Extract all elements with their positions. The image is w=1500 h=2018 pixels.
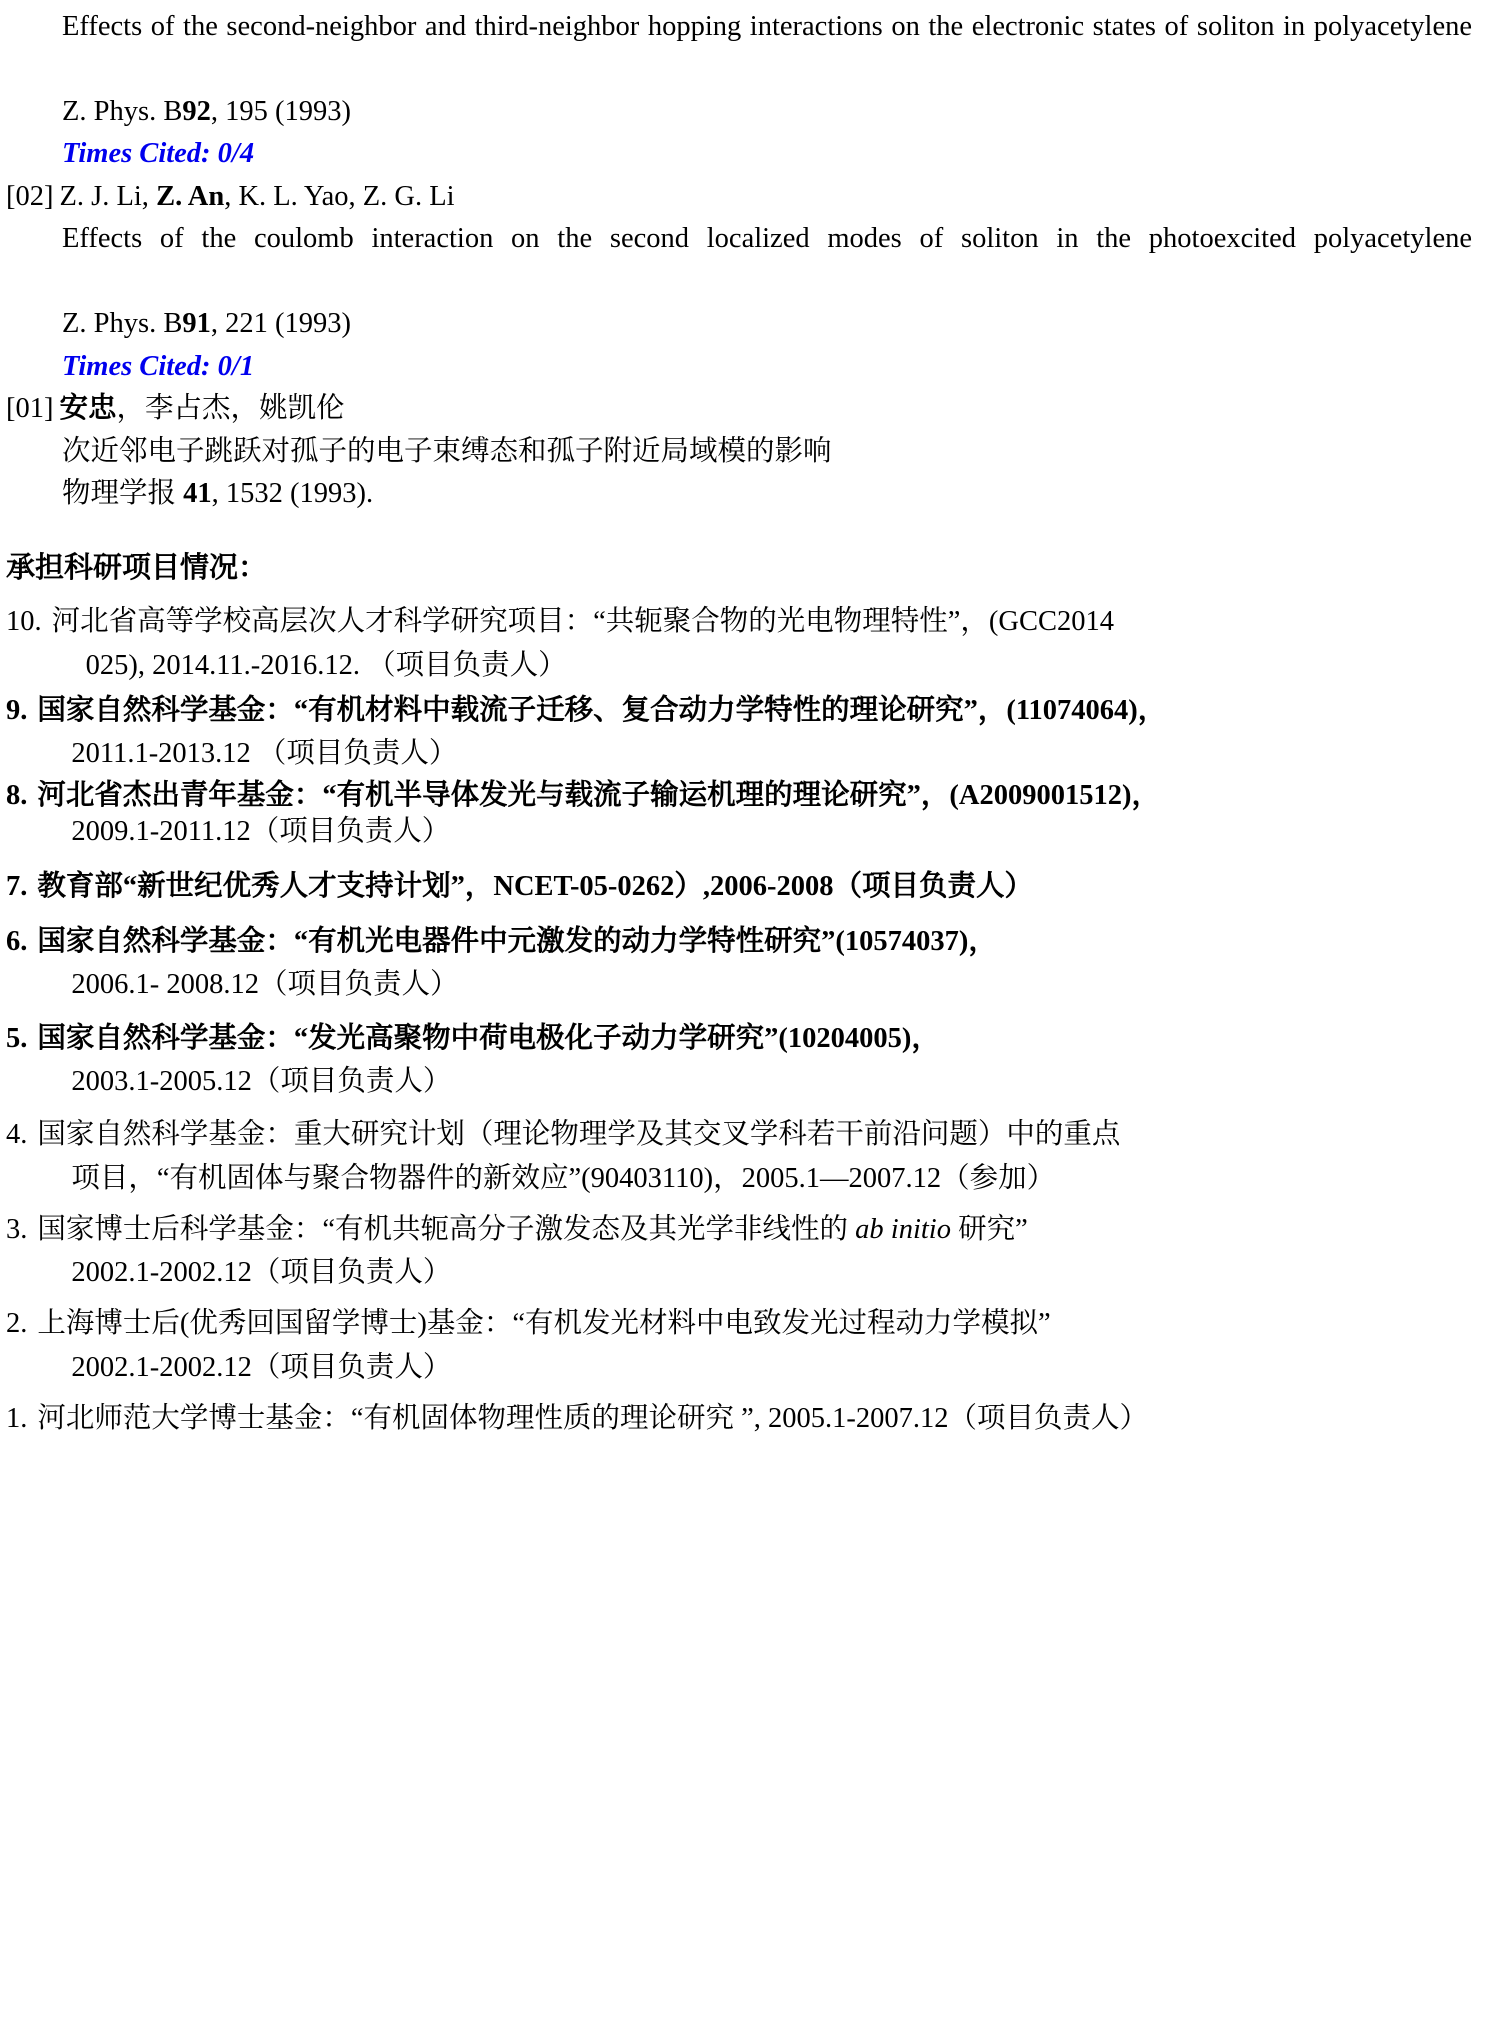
project-body bbox=[37, 865, 1472, 908]
project-line1: 河北省杰出青年基金：“有机半导体发光与载流子输运机理的理论研究”，(A2009001512)， bbox=[37, 779, 1160, 811]
project-line2: 2002.1-2002.12（项目负责人） bbox=[71, 1257, 452, 1289]
author-highlight: 安忠 bbox=[59, 393, 117, 425]
project-line2: 2009.1-2011.12（项目负责人） bbox=[71, 816, 451, 848]
project-number: 7. bbox=[6, 870, 28, 902]
publication-entry bbox=[6, 388, 1472, 515]
publication-journal bbox=[6, 91, 1472, 133]
journal-name: 物理学报 bbox=[62, 477, 184, 509]
project-number: 6. bbox=[6, 925, 28, 957]
journal-rest: , 1532 (1993). bbox=[211, 477, 374, 509]
project-body bbox=[52, 600, 1472, 687]
project-number: 3. bbox=[6, 1213, 28, 1245]
publication-authors-row bbox=[6, 388, 1472, 430]
publication-authors-row bbox=[6, 176, 1472, 218]
project-number: 4. bbox=[6, 1119, 28, 1151]
author-highlight: Z. An bbox=[156, 180, 225, 212]
journal-volume: 92 bbox=[182, 95, 211, 127]
publication-number: [02] bbox=[6, 180, 54, 212]
project-line2: 2006.1- 2008.12（项目负责人） bbox=[71, 969, 459, 1001]
project-item bbox=[6, 689, 1472, 776]
project-number: 2. bbox=[6, 1308, 28, 1340]
authors-post: ，李占杰，姚凯伦 bbox=[116, 393, 345, 425]
project-body bbox=[37, 778, 1472, 851]
journal-volume: 91 bbox=[182, 308, 211, 340]
publication-entry bbox=[6, 176, 1472, 388]
project-number: 9. bbox=[6, 695, 28, 727]
project-body bbox=[37, 920, 1472, 1007]
project-body bbox=[37, 1397, 1472, 1440]
publication-journal bbox=[6, 473, 1472, 515]
project-line1-post: 研究” bbox=[950, 1213, 1028, 1245]
publication-title: 次近邻电子跳跃对孤子的电子束缚态和孤子附近局域模的影响 bbox=[62, 435, 832, 467]
project-line2: 2003.1-2005.12（项目负责人） bbox=[71, 1065, 452, 1097]
project-line1-italic: ab initio bbox=[855, 1213, 951, 1245]
times-cited: Times Cited: 0/4 bbox=[62, 138, 255, 170]
project-item bbox=[6, 600, 1472, 687]
section-heading-projects: 承担科研项目情况： bbox=[6, 552, 268, 585]
project-line1: 上海博士后(优秀回国留学博士)基金：“有机发光材料中电致发光过程动力学模拟” bbox=[37, 1308, 1051, 1340]
journal-volume: 41 bbox=[183, 477, 212, 509]
project-body bbox=[37, 1113, 1472, 1200]
journal-rest: , 221 (1993) bbox=[210, 308, 351, 340]
project-item bbox=[6, 778, 1472, 851]
project-number: 5. bbox=[6, 1022, 28, 1054]
publication-entry bbox=[6, 6, 1472, 176]
publications-list bbox=[6, 6, 1472, 515]
project-item bbox=[6, 1302, 1472, 1389]
project-body bbox=[37, 1302, 1472, 1389]
project-line1: 教育部“新世纪优秀人才支持计划”，NCET-05-0262）,2006-2008（项目负责人） bbox=[37, 870, 1034, 902]
journal-rest: , 195 (1993) bbox=[210, 95, 351, 127]
project-line2: 2011.1-2013.12 （项目负责人） bbox=[71, 738, 458, 770]
project-item bbox=[6, 1208, 1472, 1295]
journal-name: Z. Phys. B bbox=[62, 95, 183, 127]
publication-authors bbox=[59, 388, 1472, 430]
project-line1: 国家自然科学基金：“有机材料中载流子迁移、复合动力学特性的理论研究”，(11074064)， bbox=[37, 695, 1167, 727]
publication-title: Effects of the coulomb interaction on the second localized modes of soliton in the photoexcited polyacetylene bbox=[62, 223, 1472, 255]
project-item bbox=[6, 920, 1472, 1007]
publication-authors bbox=[59, 176, 1472, 218]
project-line1-pre: 国家博士后科学基金：“有机共轭高分子激发态及其光学非线性的 bbox=[37, 1213, 856, 1245]
publication-title: Effects of the second-neighbor and third-neighbor hopping interactions on the electronic states of soliton in polyacetylene bbox=[62, 11, 1472, 42]
publication-number: [01] bbox=[6, 393, 54, 425]
project-number: 1. bbox=[6, 1403, 28, 1435]
project-line1: 国家自然科学基金：“有机光电器件中元激发的动力学特性研究”(10574037)， bbox=[37, 925, 997, 957]
projects-list bbox=[6, 600, 1472, 1440]
project-item bbox=[6, 1017, 1472, 1104]
project-line1: 河北师范大学博士基金：“有机固体物理性质的理论研究 ”, 2005.1-2007.12（项目负责人） bbox=[37, 1403, 1149, 1435]
project-number: 10. bbox=[6, 606, 42, 638]
project-line1: 国家自然科学基金：“发光高聚物中荷电极化子动力学研究”(10204005)， bbox=[37, 1022, 940, 1054]
project-line1: 国家自然科学基金：重大研究计划（理论物理学及其交叉学科若干前沿问题）中的重点 bbox=[37, 1119, 1121, 1151]
project-line1: 河北省高等学校高层次人才科学研究项目：“共轭聚合物的光电物理特性”，(GCC2014 bbox=[51, 606, 1115, 638]
project-line2: 025), 2014.11.-2016.12. （项目负责人） bbox=[85, 649, 567, 681]
project-item bbox=[6, 1113, 1472, 1200]
authors-post: , K. L. Yao, Z. G. Li bbox=[224, 180, 455, 212]
authors-pre: Z. J. Li, bbox=[59, 180, 157, 212]
times-cited: Times Cited: 0/1 bbox=[62, 350, 255, 382]
project-item bbox=[6, 865, 1472, 908]
project-line2: 2002.1-2002.12（项目负责人） bbox=[71, 1351, 452, 1383]
publication-journal bbox=[6, 303, 1472, 345]
journal-name: Z. Phys. B bbox=[62, 308, 183, 340]
project-body bbox=[37, 689, 1472, 776]
project-number: 8. bbox=[6, 779, 28, 811]
project-body bbox=[37, 1017, 1472, 1104]
project-body bbox=[37, 1208, 1472, 1295]
project-item bbox=[6, 1397, 1472, 1440]
project-line2: 项目，“有机固体与聚合物器件的新效应”(90403110)，2005.1—2007.12（参加） bbox=[71, 1162, 1056, 1194]
